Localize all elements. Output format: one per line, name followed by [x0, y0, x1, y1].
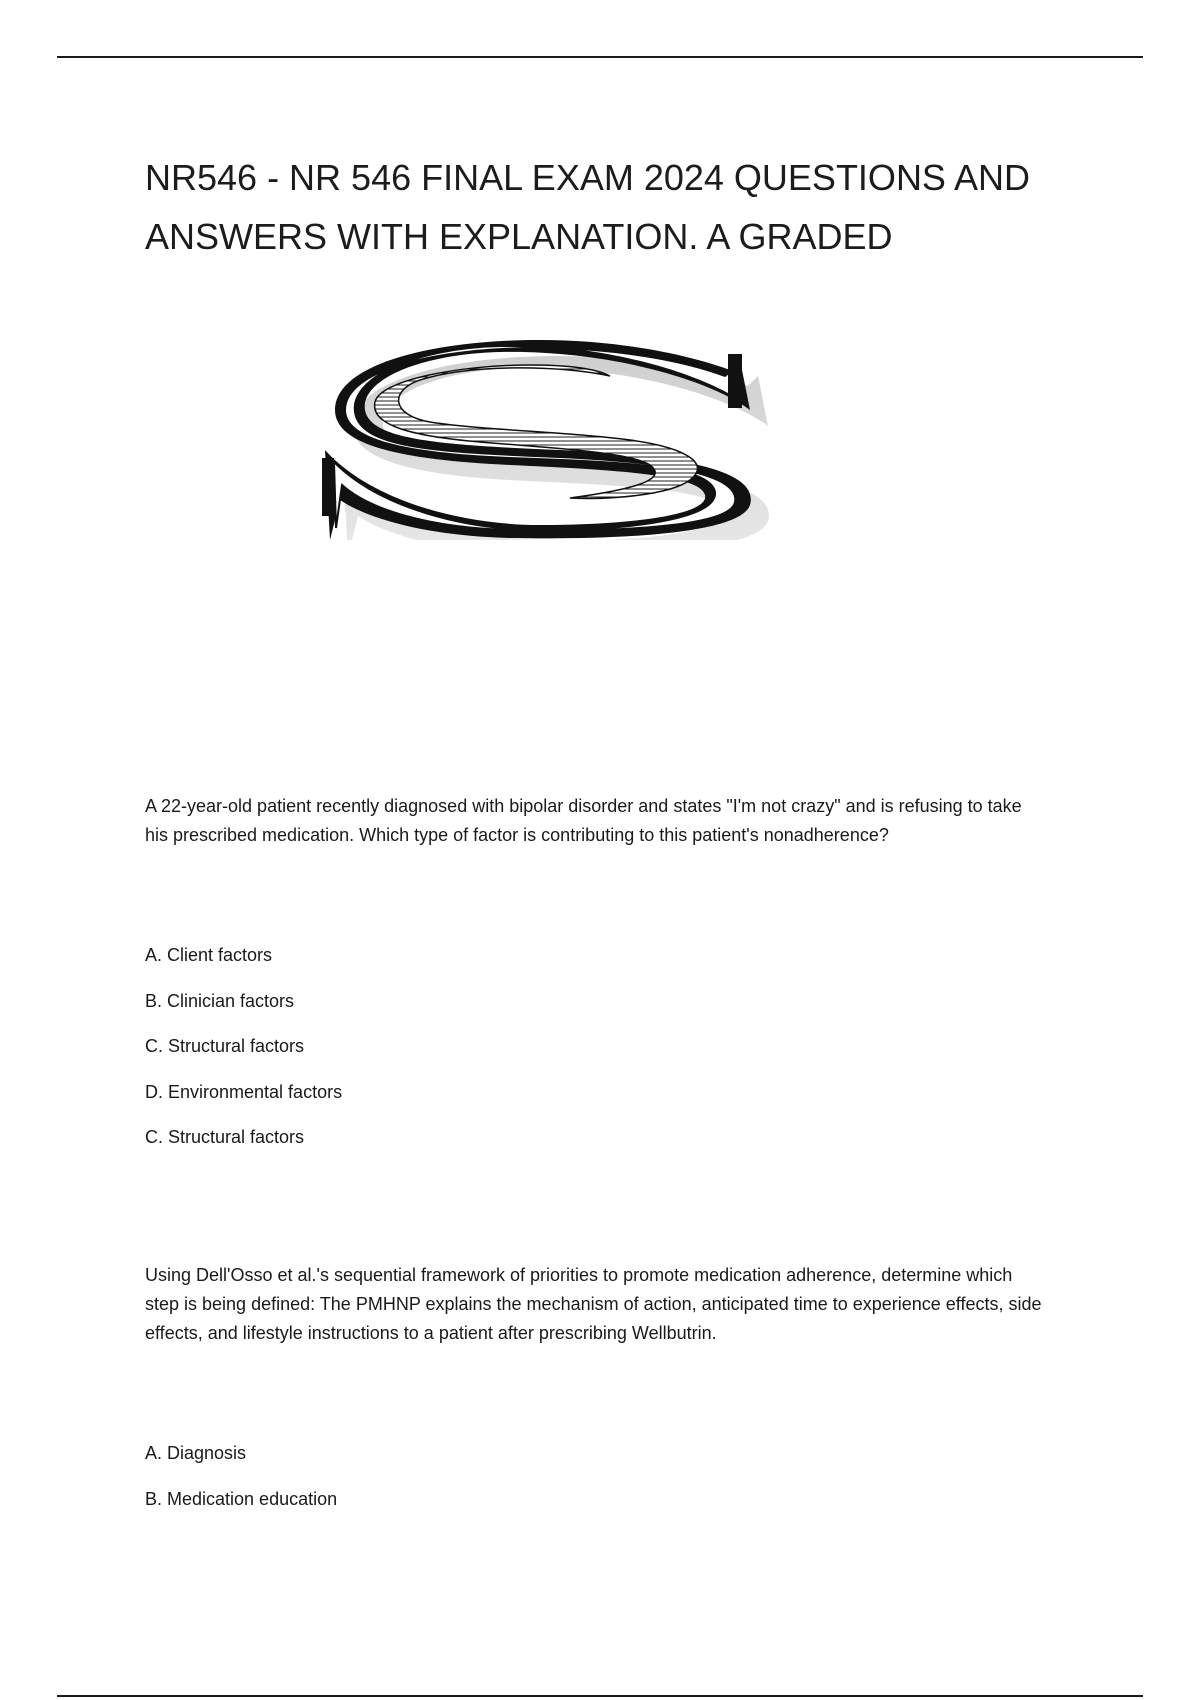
question-2-options — [145, 1439, 337, 1530]
question-1-options — [145, 941, 342, 1169]
option-item: A. Client factors — [145, 945, 273, 965]
option-item: D. Environmental factors — [145, 1081, 343, 1102]
top-rule — [57, 56, 1143, 58]
answer-item: C. Structural factors — [145, 1127, 305, 1147]
question-2-text: Using Dell'Osso et al.'s sequential framework of priorities to promote medication adherence, determine which step is being defined: The PMHNP explains the mechanism of action, anticipated time to experience effects, side effects, and lifestyle instructions to a patient after prescribing Wellbutrin. — [145, 1265, 1042, 1343]
option-item: B. Clinician factors — [145, 990, 295, 1011]
s-logo-icon — [310, 340, 810, 540]
option-item: B. Medication education — [145, 1488, 338, 1509]
option-item: C. Structural factors — [145, 1036, 305, 1056]
option-item: A. Diagnosis — [145, 1443, 247, 1463]
document-title: NR546 - NR 546 FINAL EXAM 2024 QUESTIONS AND ANSWERS WITH EXPLANATION. A GRADED — [145, 157, 1030, 257]
question-1-text: A 22-year-old patient recently diagnosed with bipolar disorder and states "I'm not crazy" and is refusing to take his prescribed medication. Which type of factor is contributing to this patient's nonadherence? — [145, 796, 1022, 845]
bottom-rule — [57, 1695, 1143, 1697]
